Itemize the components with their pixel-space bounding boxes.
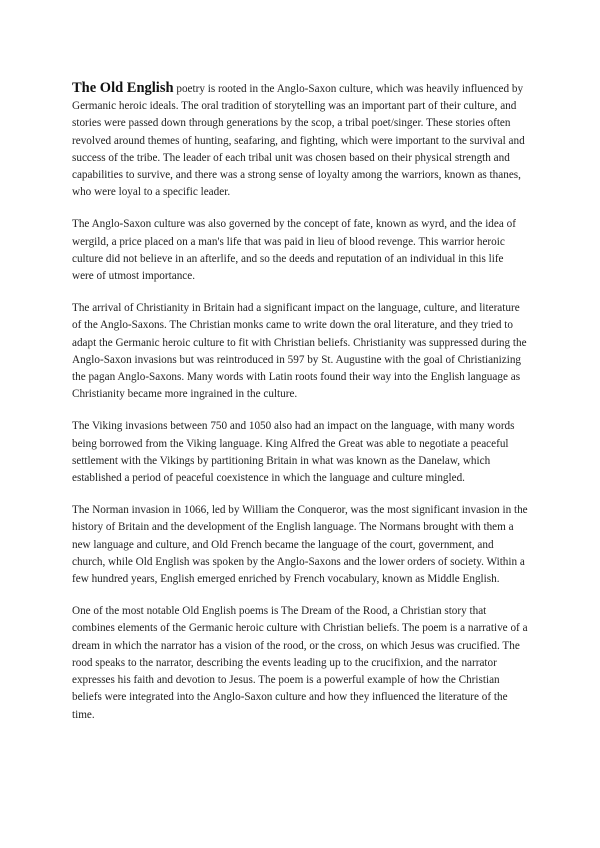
paragraph-4: The Viking invasions between 750 and 1050 also had an impact on the language, with many words being borrowed from the Viking language. King Alfred the Great was able to negotiate a peaceful settlement with the Vikings by partitioning Britain in what was known as the Danelaw, which established a period of peaceful coexistence in which the language and culture mingled.	[72, 420, 515, 485]
document-page	[72, 80, 528, 739]
paragraph-3: The arrival of Christianity in Britain had a significant impact on the language, culture, and literature of the Anglo-Saxons. The Christian monks came to write down the oral literature, and they tried to adapt the Germanic heroic culture to fit with Christian beliefs. Christianity was suppressed during the Anglo-Saxon invasions but was reintroduced in 597 by St. Augustine with the goal of Christianizing the pagan Anglo-Saxons. Many words with Latin roots found their way into the English language as Christianity became more ingrained in the culture.	[72, 302, 527, 401]
paragraph-5: The Norman invasion in 1066, led by William the Conqueror, was the most significant invasion in the history of Britain and the development of the English language. The Normans brought with them a new language and culture, and Old French became the language of the court, government, and church, while Old English was spoken by the Anglo-Saxons and the lower orders of society. Within a few hundred years, English emerged enriched by French vocabulary, known as Middle English.	[72, 504, 528, 586]
paragraph-1-text: poetry is rooted in the Anglo-Saxon culture, which was heavily influenced by Germanic heroic ideals. The oral tradition of storytelling was an important part of their culture, and stories were passed down through generations by the scop, a tribal poet/singer. These stories often revolved around themes of hunting, seafaring, and fighting, which were important to the survival and success of the tribe. The leader of each tribal unit was chosen based on their physical strength and capabilities to survive, and there was a strong sense of loyalty among the warriors, known as thanes, who were loyal to a specific leader.	[72, 83, 525, 199]
paragraph-1	[72, 80, 528, 201]
paragraph-6: One of the most notable Old English poems is The Dream of the Rood, a Christian story that combines elements of the Germanic heroic culture with Christian beliefs. The poem is a narrative of a dream in which the narrator has a vision of the rood, or the cross, on which Jesus was crucified. The rood speaks to the narrator, describing the events leading up to the crucifixion, and the narrator expresses his faith and devotion to Jesus. The poem is a powerful example of how the Christian beliefs were integrated into the Anglo-Saxon culture and how they influenced the literature of the time.	[72, 605, 528, 721]
paragraph-2: The Anglo-Saxon culture was also governed by the concept of fate, known as wyrd, and the idea of wergild, a price placed on a man's life that was paid in lieu of blood revenge. This warrior heroic culture did not believe in an afterlife, and so the deeds and reputation of an individual in this life were of utmost importance.	[72, 218, 516, 283]
lead-title: The Old English	[72, 80, 174, 96]
